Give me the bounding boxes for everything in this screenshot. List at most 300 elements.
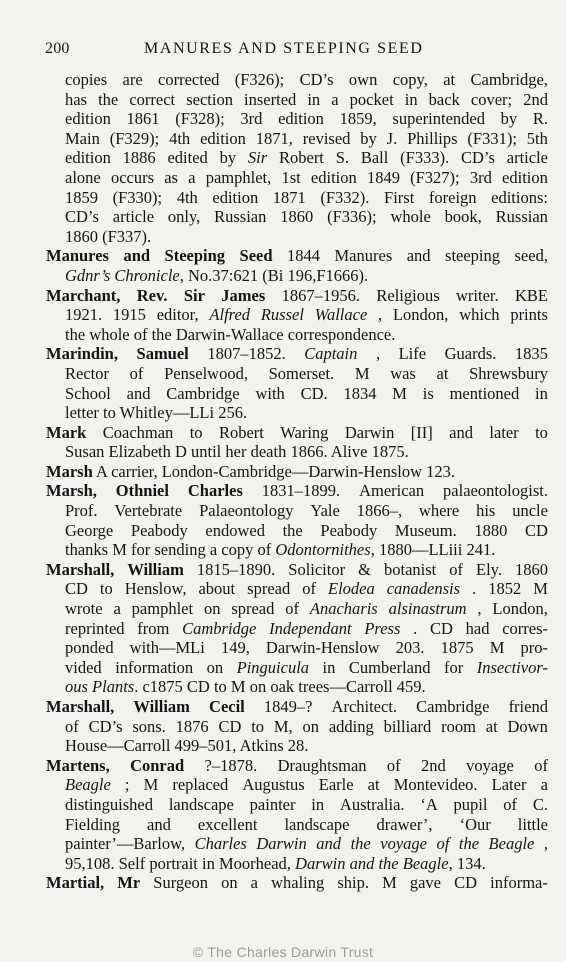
text-word: the (282, 520, 303, 540)
text-word: whole (390, 207, 431, 227)
text-word: Earle (318, 775, 354, 795)
text-word: Australia. (339, 794, 405, 814)
text-word: replaced (172, 775, 229, 795)
text-word: cover; (470, 89, 513, 109)
text-word: prints (510, 305, 548, 325)
text-word: 1859 (65, 187, 98, 207)
text-word: Penselwood, (164, 363, 248, 383)
text-word: with—MLi (129, 638, 205, 658)
italic-text: and (316, 834, 342, 854)
text-span: , No.37:621 (Bi 196,F1666). (179, 265, 369, 285)
text-line (46, 70, 548, 90)
text-word: (F328); (175, 109, 225, 129)
text-line (46, 854, 548, 874)
text-word: 2nd (421, 755, 446, 775)
text-word: which (459, 305, 500, 325)
text-word: distinguished (65, 794, 154, 814)
text-word: London, (492, 599, 548, 619)
text-word: of (129, 363, 144, 383)
entry-headword: and (123, 246, 151, 266)
text-word: Peabody (130, 520, 188, 540)
text-word: Darwin (344, 422, 395, 442)
text-word: editions: (491, 187, 548, 207)
text-word: landscape (284, 814, 350, 834)
text-word: in (322, 657, 336, 677)
text-word: 1852 (488, 579, 522, 599)
text-line (46, 129, 548, 149)
text-word: room (441, 716, 476, 736)
text-word: adding (328, 716, 374, 736)
text-word: 1861 (126, 109, 160, 129)
text-word: to (99, 579, 113, 599)
text-word: (F336); (327, 207, 377, 227)
text-word: vided (65, 657, 102, 677)
text-word: (F332). (320, 187, 370, 207)
entry-headword: Marindin, (46, 344, 118, 364)
text-word: edition (212, 187, 259, 207)
text-span: thanks M for sending a copy of (65, 540, 276, 560)
entry-headword: Marchant, (46, 285, 121, 305)
text-word: at (367, 775, 380, 795)
text-word: of (386, 755, 401, 775)
text-word: edition (200, 128, 246, 148)
text-word: 1815–1890. (196, 559, 276, 579)
text-word: copy, (392, 70, 428, 89)
text-word: CD (454, 873, 478, 893)
text-word: of (302, 579, 316, 599)
text-line (46, 442, 548, 462)
text-word: M (143, 775, 159, 795)
text-word: ponded (65, 638, 114, 658)
italic-text: Russel (260, 305, 304, 325)
text-span: , 1880—LLiii 241. (370, 540, 496, 560)
entry-headword: Othniel (115, 481, 169, 501)
text-word: KBE (515, 285, 548, 305)
text-word: Prof. (65, 501, 98, 521)
text-line (46, 227, 548, 247)
text-word: at (443, 70, 456, 89)
italic-text: Wallace (314, 305, 368, 325)
text-word: Augustus (242, 775, 305, 795)
entry-headword: Mr (117, 873, 141, 893)
text-word: 1915 (112, 305, 146, 325)
text-word: , (375, 344, 381, 364)
text-word: [II] (410, 422, 433, 442)
text-word: , (477, 599, 482, 619)
text-word: Down (507, 716, 548, 736)
text-word: palaeontologist. (443, 481, 548, 501)
text-word: his (476, 501, 496, 521)
italic-text: the (350, 834, 371, 854)
italic-text: Gdnr’s Chronicle (65, 265, 180, 285)
text-word: and (406, 246, 431, 266)
text-word: to (251, 716, 265, 736)
text-word: ?–1878. (204, 755, 258, 775)
page-number: 200 (45, 40, 70, 57)
text-word: in (307, 89, 321, 109)
text-line (46, 756, 548, 776)
text-line (46, 266, 548, 286)
text-word: friend (508, 697, 548, 716)
italic-text: alsinastrum (388, 599, 467, 619)
text-span: House—Carroll 499–501, Atkins 28. (65, 736, 309, 756)
text-line (46, 168, 548, 188)
text-word: Vertebrate (114, 501, 183, 521)
text-word: pamphlet, (205, 167, 272, 187)
text-span: . c1875 CD to M on oak trees—Carroll 459. (134, 677, 426, 697)
text-word: . (413, 618, 418, 638)
text-word: (F329); (109, 128, 160, 148)
text-word: Draughtsman (277, 755, 367, 775)
text-word: Solicitor (288, 559, 346, 579)
text-word: gave (409, 873, 442, 893)
text-word: 1849–? (263, 697, 313, 716)
text-word: CD. (300, 383, 328, 403)
text-word: 5th (526, 128, 548, 148)
text-word: whaling (271, 873, 325, 893)
text-word: where (418, 501, 460, 521)
text-word: 1st (281, 167, 301, 187)
text-word: Robert (218, 422, 264, 442)
text-word: 1807–1852. (207, 344, 286, 364)
text-word: (F327); (410, 167, 460, 187)
text-word: Yale (310, 501, 340, 521)
italic-text: of (436, 834, 450, 854)
text-word: in (535, 383, 548, 403)
text-word: wrote (65, 599, 103, 619)
page-header (45, 40, 550, 62)
text-word: Somerset. (268, 363, 335, 383)
text-word: Cambridge, (470, 70, 548, 89)
text-line (46, 207, 548, 227)
italic-text: Darwin (256, 834, 307, 854)
text-word: 1880 (474, 520, 508, 540)
text-word: M (354, 363, 370, 383)
text-word: at (436, 363, 449, 383)
text-word: M (392, 383, 407, 403)
text-word: Rector (65, 363, 109, 383)
running-head: MANURES AND STEEPING SEED (144, 40, 424, 57)
text-word: revised (302, 128, 351, 148)
text-line (46, 697, 548, 717)
italic-text: Pinguicula (236, 657, 310, 677)
entry-headword: Martial, (46, 873, 105, 893)
text-word: billiard (383, 716, 432, 736)
text-line (46, 599, 548, 619)
italic-text: canadensis (386, 579, 461, 599)
text-line (46, 246, 548, 266)
text-word: as (164, 167, 178, 187)
entry-headword: William (133, 697, 190, 716)
text-line (46, 717, 548, 737)
text-word: information (115, 657, 194, 677)
entry-headword: Marshall, (46, 559, 115, 579)
text-word: 1835 (514, 344, 548, 364)
text-line (46, 384, 548, 404)
text-line (46, 148, 548, 168)
text-word: on (203, 599, 221, 619)
text-line (46, 521, 548, 541)
text-line (46, 658, 548, 678)
entry-headword: Charles (187, 481, 243, 501)
entry-headword: James (221, 285, 266, 305)
text-word: sons. (132, 716, 166, 736)
text-line (46, 775, 548, 795)
text-span: A carrier, London-Cambridge—Darwin-Henslow 123. (92, 461, 456, 481)
text-word: Ely. (476, 559, 502, 579)
text-word: 4th (169, 128, 191, 148)
entry-headword: Marsh, (46, 481, 97, 501)
text-word: by (219, 148, 237, 168)
text-word: edition (278, 109, 324, 129)
text-line (46, 638, 548, 658)
entry-headword: Steeping (164, 246, 226, 266)
text-word: S. (335, 148, 350, 168)
italic-text: Darwin and the Beagle (295, 853, 449, 873)
text-word: on (302, 716, 320, 736)
text-line (46, 90, 548, 110)
text-word: , (543, 834, 548, 854)
entry-headword: William (127, 559, 184, 579)
text-word: only, (167, 207, 201, 227)
text-word: landscape (168, 794, 234, 814)
text-word: (F330); (112, 187, 163, 207)
text-word: at (485, 716, 498, 736)
text-span: 1860 (F337). (65, 226, 152, 246)
text-line (46, 286, 548, 306)
text-word: Waring (280, 422, 329, 442)
text-word: Religious (376, 285, 440, 305)
text-word: pamphlet (131, 599, 194, 619)
text-word: Architect. (331, 697, 398, 716)
text-word: Life (398, 344, 427, 364)
text-word: inserted (244, 89, 297, 109)
entry-headword: Marshall, (46, 697, 115, 716)
text-word: Main (65, 128, 100, 148)
text-word: in (311, 794, 325, 814)
text-word: CD’s (461, 148, 495, 168)
text-word: of (449, 559, 463, 579)
text-line (46, 305, 548, 325)
text-word: Coachman (102, 422, 174, 442)
text-line (46, 815, 548, 835)
text-word: spread (231, 599, 275, 619)
italic-text: Sir (247, 148, 268, 168)
text-word: and (126, 383, 151, 403)
text-span: 95,108. Self portrait in Moorhead, (65, 853, 296, 873)
text-word: was (390, 363, 416, 383)
text-word: 1844 (287, 246, 321, 266)
text-line (46, 579, 548, 599)
entry-headword: Martens, (46, 755, 110, 775)
text-word: a (188, 167, 196, 187)
text-word: edited (167, 148, 208, 168)
text-word: book, (444, 207, 482, 227)
text-word: copies (65, 70, 108, 89)
text-word: on (221, 873, 238, 893)
text-word: on (206, 657, 224, 677)
text-word: had (465, 618, 490, 638)
text-line (46, 325, 548, 345)
text-span: letter to Whitley—LLi 256. (65, 403, 248, 423)
text-word: M (382, 873, 397, 893)
text-word: Robert (278, 148, 324, 168)
text-word: 203. (395, 638, 425, 658)
text-word: a (250, 873, 258, 893)
text-word: from (137, 618, 170, 638)
text-word: pupil (453, 794, 488, 814)
text-word: a (113, 599, 121, 619)
text-word: ‘Our (459, 814, 491, 834)
text-word: and (449, 422, 473, 442)
text-word: voyage (466, 755, 514, 775)
text-word: article (112, 207, 155, 227)
text-word: M (533, 579, 548, 599)
text-word: writer. (456, 285, 499, 305)
text-word: 1867–1956. (281, 285, 361, 305)
text-word: editor, (156, 305, 199, 325)
dictionary-entries (46, 70, 548, 893)
text-word: Fielding (65, 814, 121, 834)
text-span: Susan Elizabeth D until her death 1866. Alive 1875. (65, 442, 409, 462)
text-word: edition (310, 167, 357, 187)
text-word: drawer’, (376, 814, 433, 834)
text-word: (F333). (400, 148, 450, 168)
text-word: 1860 (280, 207, 314, 227)
text-word: CD’s (65, 207, 99, 227)
text-line (46, 834, 548, 854)
text-word: reprinted (65, 618, 125, 638)
entry-headword: Seed (239, 246, 273, 266)
text-word: painter (249, 794, 296, 814)
text-word: Cambridge (166, 383, 240, 403)
text-word: seed, (514, 246, 548, 266)
text-line (46, 481, 548, 501)
text-word: ‘A (420, 794, 438, 814)
text-word: Ball (360, 148, 389, 168)
text-word: by (360, 128, 377, 148)
text-word: pocket (349, 89, 394, 109)
italic-text: Alfred (209, 305, 251, 325)
italic-text: Odontornithes (275, 540, 371, 560)
text-word: of (534, 755, 548, 775)
text-word: J. (386, 128, 398, 148)
text-word: 1886 (122, 148, 156, 168)
text-word: is (422, 383, 434, 403)
text-word: painter’—Barlow, (65, 834, 186, 854)
text-word: the (98, 89, 119, 109)
text-word: by (500, 109, 518, 129)
text-word: back (428, 89, 460, 109)
text-line (46, 677, 548, 697)
text-word: later (489, 422, 519, 442)
entry-headword: Sir (183, 285, 205, 305)
text-word: botanist (383, 559, 437, 579)
italic-text: Press (364, 618, 401, 638)
text-word: CD (65, 579, 88, 599)
text-word: CD’s (88, 716, 123, 736)
text-word: section (186, 89, 233, 109)
text-line (46, 462, 548, 482)
text-word: Museum. (394, 520, 457, 540)
text-word: a (540, 775, 548, 795)
text-word: M (489, 638, 505, 658)
entry-headword: Manures (46, 246, 109, 266)
text-word: 3rd (469, 167, 492, 187)
entry-headword: Cecil (209, 697, 245, 716)
entry-headword: Mark (46, 422, 87, 442)
text-line (46, 423, 548, 443)
text-word: 1871, (255, 128, 293, 148)
text-word: ; (124, 775, 130, 795)
text-word: 1875 (440, 638, 474, 658)
text-word: 1831–1899. (261, 481, 341, 501)
text-word: own (348, 70, 378, 89)
text-word: George (65, 520, 114, 540)
text-word: 2nd (523, 89, 548, 109)
text-word: 1860 (515, 559, 548, 579)
text-word: endowed (205, 520, 265, 540)
text-word: CD (525, 520, 548, 540)
text-word: Russian (214, 207, 267, 227)
italic-text: Cambridge (182, 618, 257, 638)
text-word: 1871 (272, 187, 306, 207)
text-word: Palaeontology (199, 501, 294, 521)
text-word: (F326); (234, 70, 285, 89)
text-word: 1876 (175, 716, 209, 736)
text-word: a (331, 89, 339, 109)
text-word: CD (429, 618, 453, 638)
text-line (46, 795, 548, 815)
entry-headword: Marsh (46, 461, 93, 481)
text-word: informa- (490, 873, 548, 893)
italic-text: Anacharis (309, 599, 378, 619)
italic-text: Beagle (65, 775, 111, 795)
text-word: steeping (445, 246, 501, 266)
italic-text: Charles (194, 834, 247, 854)
text-word: to (189, 422, 203, 442)
text-span: , 134. (448, 853, 486, 873)
text-word: 1834 (343, 383, 377, 403)
text-word: Russian (495, 207, 548, 227)
italic-text: Insectivor- (476, 657, 548, 677)
italic-text: Beagle (488, 834, 535, 854)
text-word: American (359, 481, 425, 501)
text-span: the whole of the Darwin-Wallace correspondence. (65, 324, 396, 344)
text-word: Phillips (407, 128, 458, 148)
text-word: of (285, 599, 300, 619)
text-word: Darwin-Henslow (265, 638, 380, 658)
text-word: about (198, 579, 236, 599)
text-word: foreign (428, 187, 477, 207)
text-word: 1921. (65, 305, 103, 325)
text-word: for (444, 657, 464, 677)
text-word: edition (502, 167, 548, 187)
text-word: of (65, 716, 79, 736)
text-word: article (506, 148, 548, 168)
text-word: Surgeon (153, 873, 208, 893)
text-word: superintended (392, 109, 485, 129)
italic-text: ous Plants (65, 677, 135, 697)
text-line (46, 188, 548, 208)
entry-headword: Conrad (130, 755, 185, 775)
text-line (46, 109, 548, 129)
text-word: of (503, 794, 518, 814)
text-word: to (535, 422, 548, 442)
text-word: edition (65, 148, 111, 168)
text-word: CD’s (299, 70, 334, 89)
text-word: has (65, 89, 87, 109)
